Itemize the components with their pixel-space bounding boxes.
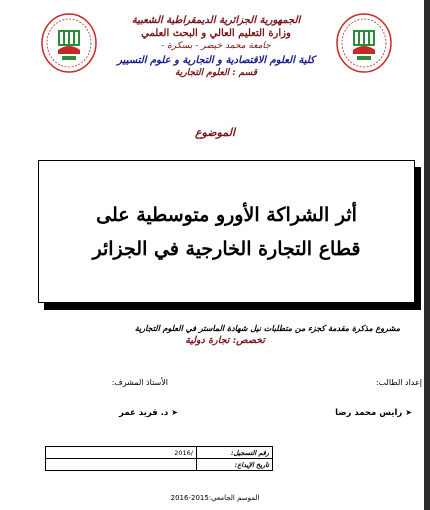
academic-year: الموسم الجامعي:2015-2016 (170, 494, 260, 502)
supervisor-name-row (119, 408, 178, 418)
registration-number-value: /2016 (46, 447, 197, 459)
university-seal-icon (335, 12, 393, 74)
title-line-1: أثر الشراكة الأورو متوسطية على (96, 203, 357, 226)
arrow-left-icon: ➤ (171, 408, 178, 417)
student-name-row (335, 408, 412, 418)
scrollbar[interactable] (424, 0, 430, 510)
table-row (46, 459, 273, 471)
registration-number-label: رقم التسجيل: (197, 447, 273, 459)
title-line-2: قطاع التجارة الخارجية في الجزائر (92, 237, 361, 260)
supervisor-name: د. قريد عمر (119, 408, 169, 418)
specialty: تخصص: تجارة دولية (185, 335, 265, 346)
table-row (46, 447, 273, 459)
department-name: قسم : العلوم التجارية (174, 68, 257, 78)
student-label: إعداد الطالب: (375, 378, 422, 387)
registration-table (45, 446, 273, 471)
subject-label: الموضوع (194, 126, 236, 139)
ministry-name: وزارة التعليم العالي و البحث العلمي (141, 28, 291, 39)
country-name: الجمهورية الجزائرية الديمقراطية الشعبية (131, 15, 301, 26)
supervisor-label: الأستاذ المشرف: (111, 378, 168, 387)
deposit-date-value (46, 459, 197, 471)
deposit-date-label: تاريخ الإيداع: (197, 459, 273, 471)
university-seal-icon (40, 12, 98, 74)
arrow-left-icon: ➤ (405, 408, 412, 417)
student-name: رايس محمد رضا (335, 408, 403, 418)
project-description: مشروع مذكرة مقدمة كجزء من متطلبات نيل شهادة الماستر في العلوم التجارية (134, 323, 400, 333)
title-box (38, 160, 415, 303)
institution-header (100, 14, 332, 80)
university-name: جامعة محمد خيضر - بسكرة - (161, 41, 271, 51)
faculty-name: كلية العلوم الاقتصادية و التجارية و علوم التسيير (117, 55, 315, 66)
